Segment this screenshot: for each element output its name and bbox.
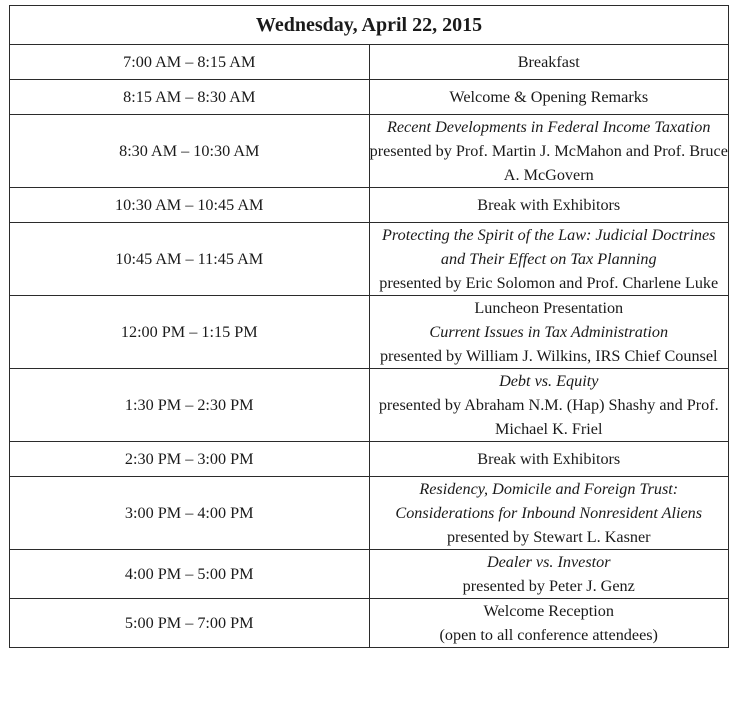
session-topic: Debt vs. Equity xyxy=(499,372,599,390)
session-details xyxy=(369,80,729,115)
session-text: Breakfast xyxy=(517,53,580,71)
session-time: 4:00 PM – 5:00 PM xyxy=(10,550,370,599)
session-details xyxy=(369,115,729,188)
session-time: 2:30 PM – 3:00 PM xyxy=(10,442,370,477)
session-row xyxy=(10,115,729,188)
session-row xyxy=(10,296,729,369)
session-details xyxy=(369,296,729,369)
session-time: 1:30 PM – 2:30 PM xyxy=(10,369,370,442)
session-topic: Recent Developments in Federal Income Taxation xyxy=(386,118,711,136)
session-time: 7:00 AM – 8:15 AM xyxy=(10,45,370,80)
session-details xyxy=(369,369,729,442)
session-topic: Dealer vs. Investor xyxy=(486,553,611,571)
session-row xyxy=(10,477,729,550)
session-text: Break with Exhibitors xyxy=(477,450,621,468)
session-topic: Current Issues in Tax Administration xyxy=(429,323,669,341)
session-time: 8:15 AM – 8:30 AM xyxy=(10,80,370,115)
schedule-table xyxy=(9,5,729,648)
session-time: 3:00 PM – 4:00 PM xyxy=(10,477,370,550)
session-text: (open to all conference attendees) xyxy=(439,626,658,644)
session-text: presented by Eric Solomon and Prof. Charlene Luke xyxy=(379,274,719,292)
session-row xyxy=(10,550,729,599)
session-text: Welcome Reception xyxy=(483,602,614,620)
session-row xyxy=(10,80,729,115)
session-time: 8:30 AM – 10:30 AM xyxy=(10,115,370,188)
session-text: Break with Exhibitors xyxy=(477,196,621,214)
session-topic: Residency, Domicile and Foreign Trust: Considerations for Inbound Nonresident Aliens xyxy=(395,480,703,522)
session-row xyxy=(10,599,729,648)
session-row xyxy=(10,369,729,442)
schedule-body xyxy=(10,45,729,648)
session-text: presented by William J. Wilkins, IRS Chief Counsel xyxy=(379,347,718,365)
session-row xyxy=(10,223,729,296)
session-time: 10:45 AM – 11:45 AM xyxy=(10,223,370,296)
session-text: presented by Stewart L. Kasner xyxy=(446,528,651,546)
session-row xyxy=(10,45,729,80)
session-time: 5:00 PM – 7:00 PM xyxy=(10,599,370,648)
session-details xyxy=(369,442,729,477)
schedule-header-row xyxy=(10,6,729,45)
session-topic: Protecting the Spirit of the Law: Judicial Doctrines and Their Effect on Tax Planning xyxy=(382,226,716,268)
session-text: Welcome & Opening Remarks xyxy=(449,88,649,106)
session-row xyxy=(10,442,729,477)
session-time: 12:00 PM – 1:15 PM xyxy=(10,296,370,369)
session-text: Luncheon Presentation xyxy=(474,299,624,317)
session-details xyxy=(369,599,729,648)
session-row xyxy=(10,188,729,223)
session-details xyxy=(369,188,729,223)
session-details xyxy=(369,477,729,550)
session-text: presented by Abraham N.M. (Hap) Shashy and Prof. Michael K. Friel xyxy=(378,396,719,438)
session-details xyxy=(369,223,729,296)
session-text: presented by Peter J. Genz xyxy=(462,577,635,595)
session-text: presented by Prof. Martin J. McMahon and Prof. Bruce A. McGovern xyxy=(369,142,728,184)
session-details xyxy=(369,550,729,599)
schedule-date-title: Wednesday, April 22, 2015 xyxy=(10,6,729,45)
session-details xyxy=(369,45,729,80)
session-time: 10:30 AM – 10:45 AM xyxy=(10,188,370,223)
